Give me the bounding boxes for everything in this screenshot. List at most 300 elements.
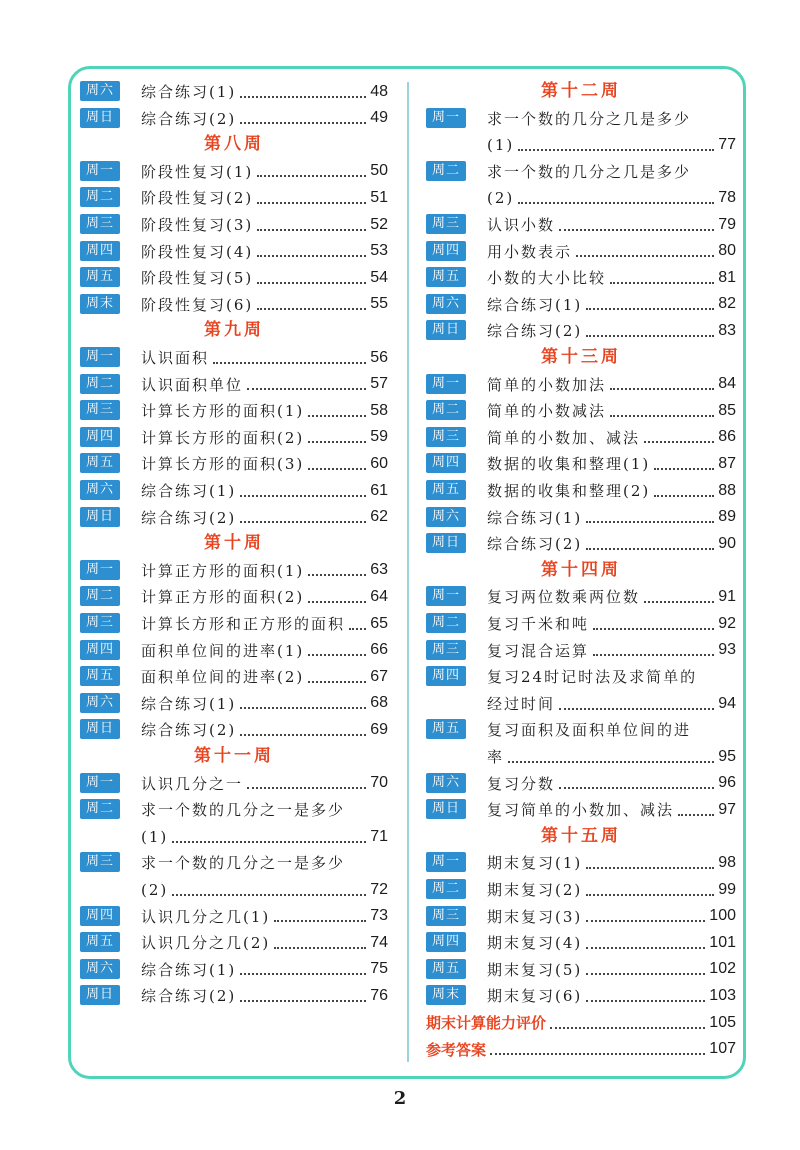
dot-leader: [240, 494, 366, 497]
entry-page: 99: [718, 880, 736, 898]
weekday-tag: 周一: [80, 560, 120, 580]
toc-entry[interactable]: [426, 876, 736, 903]
dot-leader: [274, 946, 366, 949]
entry-page: 94: [718, 694, 736, 712]
entry-line: [487, 929, 736, 956]
toc-entry[interactable]: [80, 211, 388, 238]
weekday-tag: 周五: [80, 666, 120, 686]
dot-leader: [586, 307, 714, 310]
weekday-tag: 周四: [426, 241, 466, 261]
weekday-tag: 周二: [80, 374, 120, 394]
entry-line: [487, 105, 736, 132]
weekday-tag: 周一: [80, 347, 120, 367]
toc-entry[interactable]: [426, 317, 736, 344]
weekday-tag: 周三: [426, 427, 466, 447]
entry-title: 用小数表示: [487, 242, 573, 261]
entry-title: 期末复习(1): [487, 854, 583, 873]
dot-leader: [654, 467, 714, 470]
entry-page: 87: [718, 454, 736, 472]
entry-title: 综合练习(2): [487, 535, 583, 554]
entry-line: [141, 450, 388, 477]
entry-line: [487, 132, 736, 159]
dot-leader: [257, 307, 366, 310]
week-heading: 第十三周: [541, 347, 621, 367]
entry-title: 认识面积单位: [141, 375, 244, 394]
entry-page: 53: [370, 242, 388, 260]
toc-entry[interactable]: [80, 344, 388, 371]
entry-page: 51: [370, 188, 388, 206]
entry-title: 复习分数: [487, 774, 556, 793]
entry-line: [487, 211, 736, 238]
dot-leader: [257, 201, 366, 204]
dot-leader: [559, 707, 714, 710]
entry-line: [141, 344, 388, 371]
entry-title: 综合练习(2): [141, 721, 237, 740]
toc-entry[interactable]: [426, 929, 736, 956]
weekday-tag: 周五: [426, 480, 466, 500]
weekday-tag: 周日: [80, 108, 120, 128]
dot-leader: [240, 999, 366, 1002]
week-heading: 第十周: [204, 533, 264, 554]
toc-entry[interactable]: [80, 610, 388, 637]
entry-line: [487, 397, 736, 424]
dot-leader: [308, 600, 366, 603]
entry-line: [141, 690, 388, 717]
dot-leader: [559, 228, 714, 231]
weekday-tag: 周二: [426, 613, 466, 633]
entry-line: [141, 663, 388, 690]
entry-title: 认识几分之几(2): [141, 934, 271, 953]
toc-entry[interactable]: [80, 663, 388, 690]
entry-title: 综合练习(1): [141, 83, 237, 101]
toc-entry[interactable]: [426, 211, 736, 238]
toc-entry[interactable]: [426, 849, 736, 876]
toc-entry[interactable]: [80, 78, 388, 105]
toc-entry[interactable]: [80, 770, 388, 797]
dot-leader: [172, 840, 366, 843]
toc-entry[interactable]: [80, 796, 388, 849]
toc-entry[interactable]: [426, 663, 736, 716]
entry-line: [141, 876, 388, 903]
weekday-tag: 周一: [426, 586, 466, 606]
entry-page: 68: [370, 694, 388, 712]
weekday-tag: 周六: [80, 480, 120, 500]
entry-title: 面积单位间的进率(1): [141, 641, 305, 660]
toc-entry[interactable]: [80, 583, 388, 610]
entry-page: 54: [370, 268, 388, 286]
entry-page: 64: [370, 587, 388, 605]
entry-page: 85: [718, 401, 736, 419]
week-heading: 第十一周: [194, 746, 274, 766]
entry-line: [487, 450, 736, 477]
entry-line: [141, 823, 388, 850]
entry-page: 65: [370, 614, 388, 632]
toc-entry[interactable]: [426, 956, 736, 983]
weekday-tag: 周五: [80, 453, 120, 473]
entry-title: 复习两位数乘两位数: [487, 588, 641, 607]
weekday-tag: 周三: [80, 214, 120, 234]
entry-page: 70: [370, 774, 388, 792]
entry-title: 认识小数: [487, 216, 556, 234]
entry-page: 93: [718, 641, 736, 659]
toc-entry[interactable]: [80, 849, 388, 902]
toc-entry[interactable]: [426, 291, 736, 318]
dot-leader: [586, 866, 714, 869]
weekday-tag: 周六: [80, 959, 120, 979]
entry-title: 综合练习(1): [487, 508, 583, 527]
entry-title: 简单的小数加法: [487, 375, 607, 394]
dot-leader: [610, 281, 714, 284]
entry-line: [487, 264, 736, 291]
entry-title: 计算长方形的面积(3): [141, 455, 305, 474]
dot-leader: [678, 813, 714, 816]
toc-entry[interactable]: [426, 238, 736, 265]
entry-page: 60: [370, 454, 388, 472]
entry-line: [487, 371, 736, 398]
entry-page: 56: [370, 348, 388, 366]
entry-page: 62: [370, 508, 388, 526]
entry-title: 计算长方形和正方形的面积: [141, 615, 346, 633]
entry-title: 经过时间: [487, 695, 556, 714]
toc-entry[interactable]: [80, 371, 388, 398]
entry-line: [141, 291, 388, 318]
entry-page: 63: [370, 561, 388, 579]
weekday-tag: 周二: [426, 161, 466, 181]
entry-page: 92: [718, 614, 736, 632]
entry-line: [487, 185, 736, 212]
entry-line: [487, 530, 736, 557]
toc-entry[interactable]: [80, 291, 388, 318]
dot-leader: [240, 972, 366, 975]
entry-line: [141, 583, 388, 610]
entry-line: [487, 663, 736, 690]
entry-line: [141, 424, 388, 451]
toc-entry[interactable]: [80, 105, 388, 132]
entry-line: [487, 610, 736, 637]
entry-page: 95: [718, 747, 736, 765]
week-heading: 第十四周: [541, 559, 621, 580]
dot-leader: [644, 600, 714, 603]
toc-entry[interactable]: [80, 690, 388, 717]
weekday-tag: 周末: [80, 294, 120, 314]
entry-title: 阶段性复习(5): [141, 269, 254, 288]
entry-title: 综合练习(1): [141, 482, 237, 500]
entry-line: [141, 796, 388, 823]
dot-leader: [586, 946, 705, 949]
appendix-entry[interactable]: [426, 1036, 736, 1063]
entry-line: [487, 743, 736, 770]
dot-leader: [586, 999, 705, 1002]
toc-entry[interactable]: [80, 504, 388, 531]
toc-entry[interactable]: [80, 982, 388, 1009]
weekday-tag: 周一: [426, 852, 466, 872]
weekday-tag: 周六: [80, 81, 120, 101]
dot-leader: [586, 972, 705, 975]
weekday-tag: 周六: [80, 693, 120, 713]
toc-entry[interactable]: [426, 530, 736, 557]
dot-leader: [490, 1052, 705, 1055]
entry-page: 83: [718, 321, 736, 339]
column-divider: [407, 82, 409, 1062]
toc-entry[interactable]: [426, 371, 736, 398]
toc-entry[interactable]: [426, 397, 736, 424]
weekday-tag: 周三: [80, 852, 120, 872]
weekday-tag: 周四: [426, 666, 466, 686]
entry-page: 86: [718, 428, 736, 446]
dot-leader: [550, 1026, 705, 1029]
toc-entry[interactable]: [426, 610, 736, 637]
entry-line: [141, 397, 388, 424]
entry-title: 认识面积: [141, 349, 210, 367]
entry-line: [141, 158, 388, 185]
entry-title: 复习混合运算: [487, 641, 590, 660]
toc-entry[interactable]: [426, 424, 736, 451]
entry-title: 复习面积及面积单位间的进: [487, 721, 692, 740]
entry-line: [487, 849, 736, 876]
entry-page: 103: [709, 986, 736, 1004]
entry-title: 综合练习(1): [141, 694, 237, 713]
toc-entry[interactable]: [80, 158, 388, 185]
entry-title: 计算正方形的面积(2): [141, 588, 305, 607]
entry-line: [141, 956, 388, 983]
toc-entry[interactable]: [426, 796, 736, 823]
toc-entry[interactable]: [426, 903, 736, 930]
entry-page: 59: [370, 428, 388, 446]
entry-title: 面积单位间的进率(2): [141, 668, 305, 687]
entry-line: [487, 477, 736, 504]
dot-leader: [308, 414, 366, 417]
entry-page: 49: [370, 109, 388, 127]
dot-leader: [576, 254, 714, 257]
toc-entry[interactable]: [80, 956, 388, 983]
entry-page: 66: [370, 641, 388, 659]
dot-leader: [593, 653, 714, 656]
toc-entry[interactable]: [80, 264, 388, 291]
weekday-tag: 周二: [80, 799, 120, 819]
toc-entry[interactable]: [80, 238, 388, 265]
toc-entry[interactable]: [80, 903, 388, 930]
weekday-tag: 周五: [426, 719, 466, 739]
week-heading: 第九周: [204, 320, 264, 341]
dot-leader: [247, 786, 366, 789]
entry-title: 综合练习(2): [141, 987, 237, 1006]
entry-line: [487, 291, 736, 318]
entry-page: 102: [709, 960, 736, 978]
dot-leader: [257, 254, 366, 257]
toc-entry[interactable]: [426, 770, 736, 797]
entry-line: [141, 504, 388, 531]
toc-entry[interactable]: [80, 424, 388, 451]
entry-title: 复习千米和吨: [487, 615, 590, 633]
weekday-tag: 周二: [426, 400, 466, 420]
entry-page: 81: [718, 268, 736, 286]
weekday-tag: 周四: [80, 241, 120, 261]
toc-entry[interactable]: [80, 929, 388, 956]
entry-title: 阶段性复习(3): [141, 216, 254, 234]
toc-entry[interactable]: [80, 716, 388, 743]
toc-entry[interactable]: [80, 184, 388, 211]
entry-line: [487, 504, 736, 531]
entry-line: [141, 610, 388, 637]
weekday-tag: 周五: [80, 267, 120, 287]
toc-entry[interactable]: [80, 477, 388, 504]
entry-line: [487, 317, 736, 344]
entry-line: [141, 903, 388, 930]
entry-title: 综合练习(2): [141, 508, 237, 527]
weekday-tag: 周四: [80, 427, 120, 447]
page-number: 2: [393, 1088, 407, 1109]
entry-title: 求一个数的几分之几是多少: [487, 162, 692, 181]
toc-entry[interactable]: [80, 637, 388, 664]
entry-page: 80: [718, 242, 736, 260]
entry-line: [487, 637, 736, 664]
entry-title: 小数的大小比较: [487, 269, 607, 288]
entry-page: 100: [709, 907, 736, 925]
weekday-tag: 周日: [426, 799, 466, 819]
entry-page: 98: [718, 853, 736, 871]
entry-line: [487, 876, 736, 903]
entry-line: [487, 158, 736, 185]
toc-entry[interactable]: [426, 504, 736, 531]
entry-line: [141, 211, 388, 238]
entry-page: 77: [718, 136, 736, 154]
weekday-tag: 周五: [80, 932, 120, 952]
weekday-tag: 周三: [426, 906, 466, 926]
entry-page: 105: [709, 1013, 736, 1031]
dot-leader: [593, 627, 714, 630]
weekday-tag: 周六: [426, 294, 466, 314]
entry-title: 认识几分之一: [141, 774, 244, 793]
toc-entry[interactable]: [426, 158, 736, 211]
entry-title: 计算正方形的面积(1): [141, 561, 305, 580]
entry-title: 复习24时记时法及求简单的: [487, 668, 698, 687]
entry-title: 计算长方形的面积(1): [141, 402, 305, 421]
entry-line: [487, 982, 736, 1009]
week-heading: 第十二周: [541, 81, 621, 101]
entry-title: 阶段性复习(6): [141, 295, 254, 314]
entry-title: 数据的收集和整理(2): [487, 482, 651, 500]
toc-entry[interactable]: [426, 105, 736, 158]
toc-entry[interactable]: [426, 982, 736, 1009]
entry-page: 50: [370, 162, 388, 180]
entry-page: 76: [370, 986, 388, 1004]
entry-page: 79: [718, 215, 736, 233]
entry-title: (1): [141, 827, 169, 846]
entry-title: 期末复习(2): [487, 881, 583, 899]
dot-leader: [240, 520, 366, 523]
dot-leader: [213, 361, 366, 364]
entry-title: 综合练习(1): [141, 960, 237, 979]
entry-line: [141, 982, 388, 1009]
entry-line: [141, 238, 388, 265]
dot-leader: [654, 494, 714, 497]
weekday-tag: 周四: [80, 640, 120, 660]
entry-page: 97: [718, 800, 736, 818]
entry-line: [141, 770, 388, 797]
entry-title: 求一个数的几分之一是多少: [141, 854, 346, 873]
toc-entry[interactable]: [426, 264, 736, 291]
entry-page: 74: [370, 933, 388, 951]
entry-title: 简单的小数加、减法: [487, 428, 641, 447]
entry-title: 计算长方形的面积(2): [141, 428, 305, 447]
entry-page: 48: [370, 82, 388, 100]
entry-page: 82: [718, 295, 736, 313]
toc-entry[interactable]: [426, 716, 736, 769]
entry-title: 期末复习(4): [487, 934, 583, 953]
dot-leader: [586, 547, 714, 550]
weekday-tag: 周一: [426, 108, 466, 128]
entry-title: (2): [141, 880, 169, 899]
weekday-tag: 周一: [80, 773, 120, 793]
dot-leader: [308, 573, 366, 576]
dot-leader: [644, 440, 714, 443]
weekday-tag: 周日: [80, 507, 120, 527]
toc-entry[interactable]: [80, 557, 388, 584]
toc-entry[interactable]: [426, 477, 736, 504]
entry-line: [141, 78, 388, 105]
weekday-tag: 周末: [426, 985, 466, 1005]
entry-page: 61: [370, 481, 388, 499]
dot-leader: [308, 680, 366, 683]
entry-title: 期末复习(5): [487, 960, 583, 979]
entry-title: 简单的小数减法: [487, 402, 607, 421]
dot-leader: [308, 653, 366, 656]
dot-leader: [257, 174, 366, 177]
week-heading: 第十五周: [541, 825, 621, 846]
week-heading: 第八周: [204, 134, 264, 155]
dot-leader: [308, 440, 366, 443]
entry-page: 58: [370, 401, 388, 419]
entry-title: 求一个数的几分之几是多少: [487, 109, 692, 128]
entry-page: 107: [709, 1040, 736, 1058]
weekday-tag: 周三: [426, 640, 466, 660]
dot-leader: [257, 228, 366, 231]
toc-entry[interactable]: [426, 637, 736, 664]
appendix-entry[interactable]: [426, 1009, 736, 1036]
entry-line: [487, 424, 736, 451]
entry-line: [487, 956, 736, 983]
dot-leader: [240, 706, 366, 709]
weekday-tag: 周四: [426, 932, 466, 952]
entry-page: 84: [718, 375, 736, 393]
weekday-tag: 周六: [426, 773, 466, 793]
dot-leader: [274, 919, 366, 922]
toc-entry[interactable]: [80, 397, 388, 424]
entry-title: 复习简单的小数加、减法: [487, 801, 675, 820]
weekday-tag: 周日: [80, 985, 120, 1005]
toc-entry[interactable]: [426, 450, 736, 477]
entry-line: [141, 557, 388, 584]
entry-line: [141, 637, 388, 664]
dot-leader: [240, 95, 366, 98]
weekday-tag: 周日: [80, 719, 120, 739]
entry-title: (2): [487, 189, 515, 208]
toc-entry[interactable]: [80, 450, 388, 477]
dot-leader: [308, 467, 366, 470]
weekday-tag: 周五: [426, 959, 466, 979]
entry-line: [141, 264, 388, 291]
entry-page: 52: [370, 215, 388, 233]
toc-entry[interactable]: [426, 583, 736, 610]
weekday-tag: 周二: [80, 187, 120, 207]
weekday-tag: 周四: [426, 453, 466, 473]
entry-line: [487, 903, 736, 930]
entry-title: (1): [487, 136, 515, 155]
weekday-tag: 周一: [426, 374, 466, 394]
entry-line: [141, 849, 388, 876]
dot-leader: [349, 627, 366, 630]
dot-leader: [610, 414, 714, 417]
